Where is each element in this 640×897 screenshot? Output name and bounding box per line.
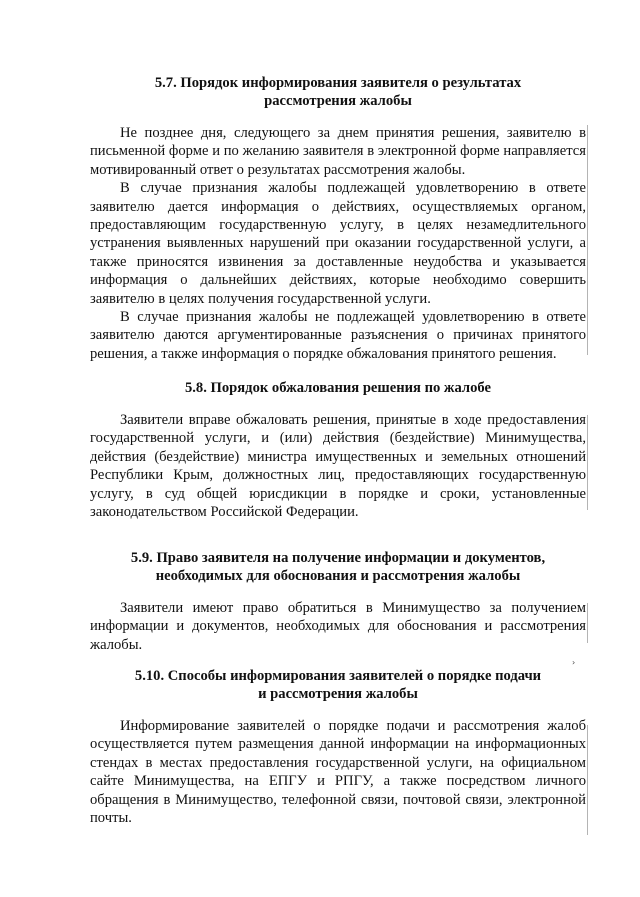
heading-line: 5.8. Порядок обжалования решения по жалобе xyxy=(184,380,491,396)
paragraph: Информирование заявителей о порядке подачи и рассмотрения жалоб осуществляется путем размещения данной информации на информационных стендах в местах предоставления государственной услуги, на официальном сайте Минимущества, на ЕПГУ и РПГУ, а также посредством личного обращения в Минимущество, телефонной связи, почтовой связи, электронной почты. xyxy=(90,718,586,827)
section-5-7 xyxy=(90,74,586,363)
section-heading xyxy=(90,74,586,110)
heading-line: рассмотрения жалобы xyxy=(264,93,412,109)
scan-edge-mark xyxy=(587,415,588,510)
paragraph: Заявители вправе обжаловать решения, принятые в ходе предоставления государственной услуги, и (или) действия (бездействие) Минимущества, действия (бездействие) министра имущественных и земельных отношений Республики Крым, должностных лиц, предоставляющих государственную услугу, в суд общей юрисдикции в порядке и сроки, установленные законодательством Российской Федерации. xyxy=(90,412,586,521)
paragraph: Заявители имеют право обратиться в Минимущество за получением информации и документов, необходимых для обоснования и рассмотрения жалобы. xyxy=(90,600,586,653)
paragraph: В случае признания жалобы подлежащей удовлетворению в ответе заявителю дается информация о действиях, осуществляемых органом, предоставляющим государственную услугу, в целях незамедлительного устранения выявленных нарушений при оказании государственной услуги, а также приносятся извинения за доставленные неудобства и указывается информация о дальнейших действиях, которые необходимо совершить заявителю в целях получения государственной услуги. xyxy=(90,180,586,307)
heading-line: необходимых для обоснования и рассмотрения жалобы xyxy=(155,568,521,584)
section-5-10 xyxy=(90,667,586,827)
section-5-9 xyxy=(90,549,586,654)
section-heading xyxy=(90,549,586,585)
heading-line: 5.10. Способы информирования заявителей о порядке подачи xyxy=(134,668,542,684)
heading-line: 5.7. Порядок информирования заявителя о результатах xyxy=(154,75,522,91)
scan-edge-mark xyxy=(587,125,588,355)
paragraph: В случае признания жалобы не подлежащей удовлетворению в ответе заявителю даются аргументированные разъяснения о причинах принятого решения, а также информация о порядке обжалования принятого решения. xyxy=(90,309,586,362)
heading-line: и рассмотрения жалобы xyxy=(258,686,418,702)
heading-line: 5.9. Право заявителя на получение информации и документов, xyxy=(130,550,546,566)
scan-edge-mark xyxy=(587,603,588,643)
section-heading xyxy=(90,379,586,397)
scan-edge-mark xyxy=(587,725,588,835)
section-heading xyxy=(90,667,586,703)
paragraph: Не позднее дня, следующего за днем принятия решения, заявителю в письменной форме и по желанию заявителя в электронной форме направляется мотивированный ответ о результатах рассмотрения жалобы. xyxy=(90,125,586,178)
section-5-8 xyxy=(90,379,586,521)
scan-speck: › xyxy=(572,658,576,667)
